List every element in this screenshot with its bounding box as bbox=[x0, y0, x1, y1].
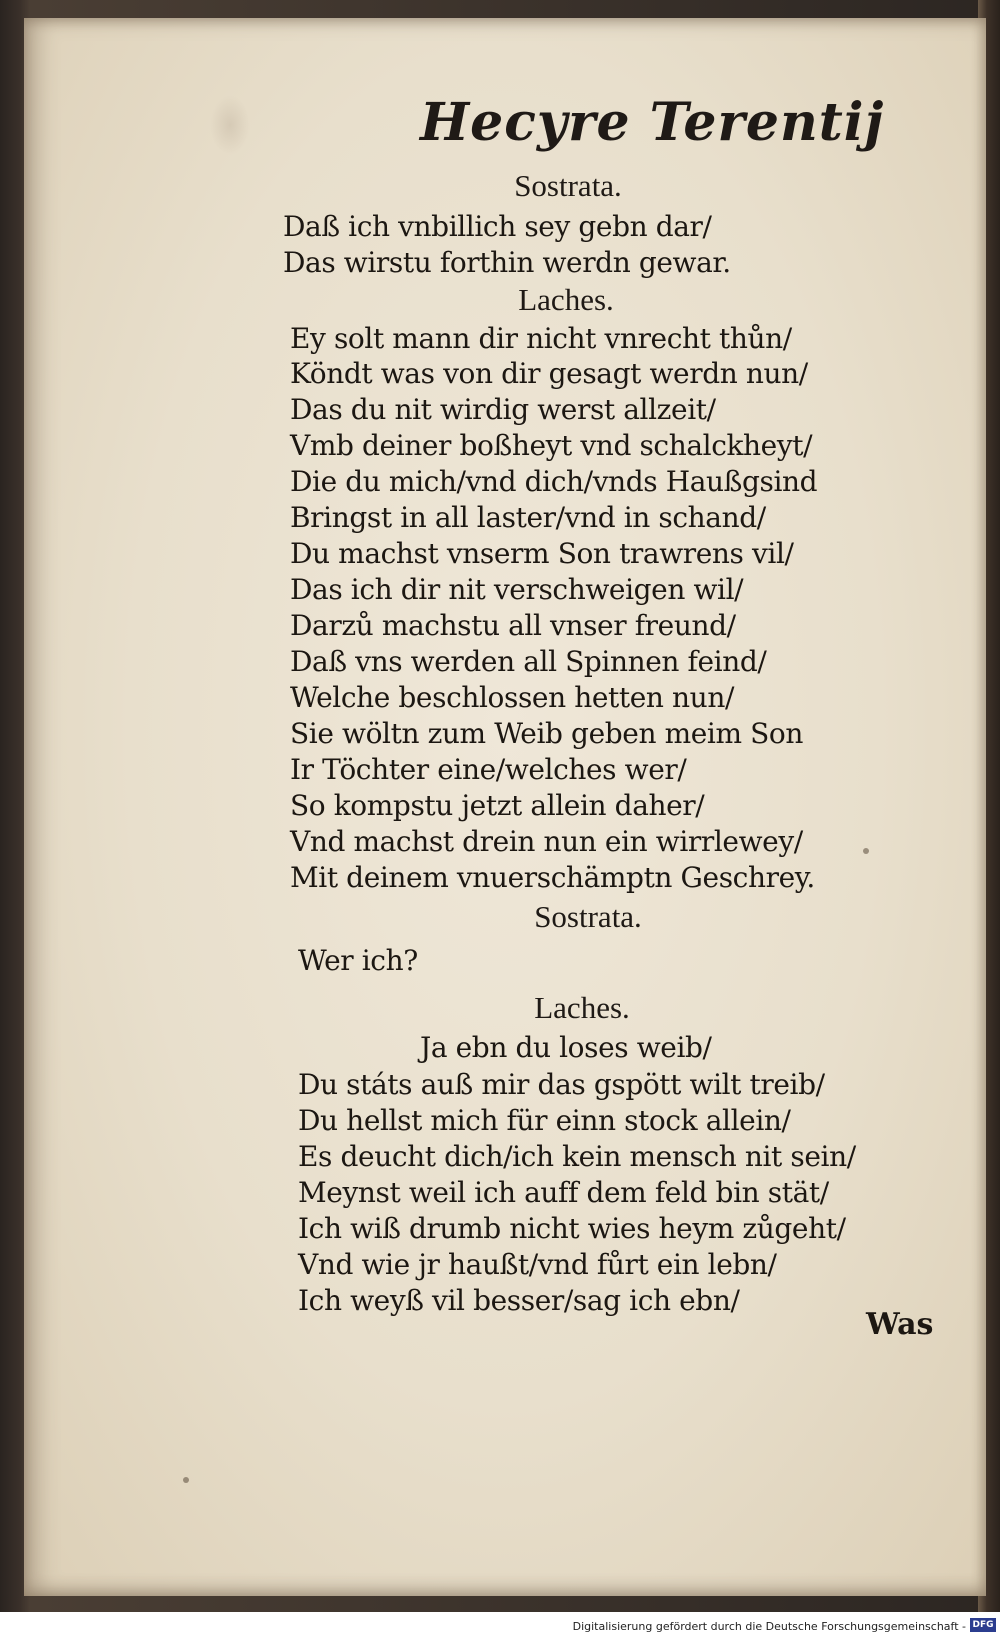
verse-line: Es deucht dich/ich kein mensch nit sein/ bbox=[298, 1140, 856, 1173]
verse-line: Sie wöltn zum Weib geben meim Son bbox=[290, 717, 803, 750]
verse-line: Ich wiß drumb nicht wies heym zůgeht/ bbox=[298, 1212, 846, 1245]
speaker-name: Laches. bbox=[518, 282, 614, 317]
verse-line: Das wirstu forthin werdn gewar. bbox=[283, 246, 731, 279]
verse-line: Köndt was von dir gesagt werdn nun/ bbox=[290, 357, 808, 390]
footer-credit: Digitalisierung gefördert durch die Deutsche Forschungsgemeinschaft - bbox=[572, 1620, 966, 1633]
verse-line: So kompstu jetzt allein daher/ bbox=[290, 789, 705, 822]
catchword: Was bbox=[866, 1307, 934, 1342]
paper-speck bbox=[863, 848, 869, 854]
paper-speck bbox=[183, 1477, 189, 1483]
verse-line: Daß vns werden all Spinnen feind/ bbox=[290, 645, 767, 678]
verse-line: Darzů machstu all vnser freund/ bbox=[290, 609, 736, 642]
verse-line: Mit deinem vnuerschämptn Geschrey. bbox=[290, 861, 815, 894]
running-header: Hecyre Terentij bbox=[420, 92, 885, 153]
verse-line: Das du nit wirdig werst allzeit/ bbox=[290, 393, 716, 426]
verse-line: Ja ebn du loses weib/ bbox=[420, 1031, 712, 1064]
verse-line: Ir Töchter eine/welches wer/ bbox=[290, 753, 687, 786]
verse-line: Welche beschlossen hetten nun/ bbox=[290, 681, 734, 714]
verse-line: Wer ich? bbox=[298, 944, 418, 977]
verse-line: Du hellst mich für einn stock allein/ bbox=[298, 1104, 791, 1137]
speaker-name: Sostrata. bbox=[534, 899, 642, 934]
verse-line: Ey solt mann dir nicht vnrecht thůn/ bbox=[290, 322, 792, 355]
verse-line: Ich weyß vil besser/sag ich ebn/ bbox=[298, 1284, 740, 1317]
speaker-name: Laches. bbox=[534, 990, 630, 1025]
dfg-logo: DFG bbox=[970, 1618, 996, 1632]
speaker-name: Sostrata. bbox=[514, 168, 622, 203]
verse-line: Daß ich vnbillich sey gebn dar/ bbox=[283, 210, 712, 243]
verse-line: Die du mich/vnd dich/vnds Haußgsind bbox=[290, 465, 818, 498]
verse-line: Meynst weil ich auff dem feld bin stät/ bbox=[298, 1176, 829, 1209]
ink-bleed-through bbox=[210, 95, 250, 155]
verse-line: Du machst vnserm Son trawrens vil/ bbox=[290, 537, 794, 570]
verse-line: Du státs auß mir das gspött wilt treib/ bbox=[298, 1068, 825, 1101]
verse-line: Bringst in all laster/vnd in schand/ bbox=[290, 501, 766, 534]
verse-line: Das ich dir nit verschweigen wil/ bbox=[290, 573, 744, 606]
verse-line: Vnd machst drein nun ein wirrlewey/ bbox=[290, 825, 803, 858]
verse-line: Vnd wie jr haußt/vnd fůrt ein lebn/ bbox=[298, 1248, 777, 1281]
verse-line: Vmb deiner boßheyt vnd schalckheyt/ bbox=[290, 429, 813, 462]
